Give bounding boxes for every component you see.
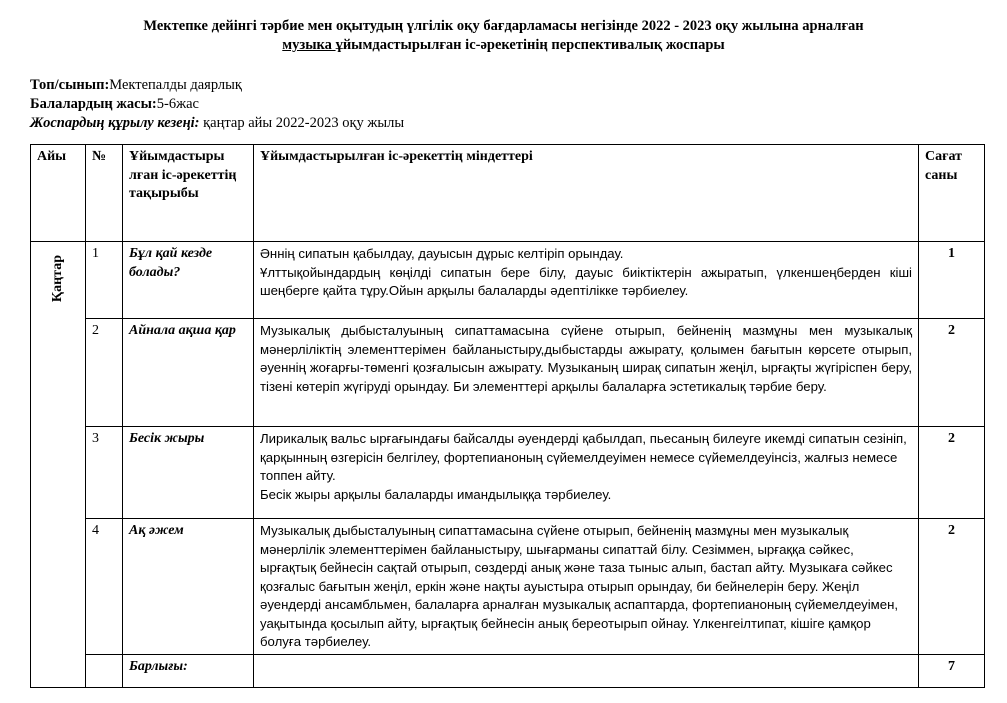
row-tasks [254, 427, 919, 519]
meta-group-label: Топ/сынып: [30, 77, 110, 93]
header-tasks: Ұйымдастырылған іс-әрекеттің міндеттері [254, 145, 919, 242]
meta-period-label: Жоспардың құрылу кезеңі: [30, 115, 200, 131]
meta-age [30, 95, 199, 114]
row-hours: 2 [919, 319, 985, 427]
header-hours: Сағат саны [919, 145, 985, 242]
meta-age-value: 5-6жас [156, 96, 199, 112]
row-topic: Ақ әжем [123, 519, 254, 655]
table-header-row [31, 145, 985, 242]
row-topic: Айнала ақша қар [123, 319, 254, 427]
header-number: № [86, 145, 123, 242]
row-topic: Бесік жыры [123, 427, 254, 519]
header-topic: Ұйымдастыры лған іс-әрекеттің тақырыбы [123, 145, 254, 242]
total-number-empty [86, 654, 123, 687]
task-paragraph: Музыкалық дыбысталуының сипаттамасына сүйене отырып, бейненің мазмұны мен музыкалық мәнерлілік элементтерімен байланыстыру, шығарманы сипаттай білу. Сезіммен, ырғаққа сәйкес, ырғақтық бейнесін сақтай отырып, сөздерді анық және таза тыныс алып, бастап айту. Музыкаға сәйкес қозғалыс бағытын жеңіл, еркін және нақты ауыстыра отырып орындау, би бейнелерін беру. Жеңіл әуендерді ансамбльмен, балаларға арналған музыкалық аспаптарда, фортепианоның сүйемелдеуімен, уақытында қосылып айту, ырғақтық бейнесін анық береотырып ойнау. Үлкенгеілтипат, кішіге қамқор болуға тәрбиелеу. [260, 523, 899, 649]
meta-group-value: Мектепалды даярлық [109, 77, 242, 93]
total-row [31, 654, 985, 687]
task-paragraph: Бесік жыры арқылы балаларды имандылыққа тәрбиелеу. [260, 486, 612, 502]
total-label: Барлығы: [123, 654, 254, 687]
meta-period-value: қаңтар айы 2022-2023 оқу жылы [199, 115, 405, 131]
total-tasks-empty [254, 654, 919, 687]
header-month: Айы [31, 145, 86, 242]
meta-age-label: Балалардың жасы: [30, 96, 157, 112]
total-hours: 7 [919, 654, 985, 687]
row-tasks [254, 319, 919, 427]
meta-group [30, 76, 242, 95]
row-hours: 1 [919, 242, 985, 319]
meta-period [30, 114, 404, 133]
row-tasks [254, 519, 919, 655]
document-title-line1: Мектепке дейінгі тәрбие мен оқытудың үлгілік оқу бағдарламасы негізінде 2022 - 2023 оқу жылына арналған [143, 18, 864, 34]
document-title-line2 [0, 36, 1007, 55]
row-number: 1 [86, 242, 123, 319]
table-row [31, 519, 985, 655]
month-cell [31, 242, 86, 688]
task-paragraph: Әннің сипатын қабылдау, дауысын дұрыс келтіріп орындау. [260, 246, 624, 261]
row-number: 2 [86, 319, 123, 427]
table-row [31, 427, 985, 519]
row-hours: 2 [919, 519, 985, 655]
row-topic: Бұл қай кезде болады? [123, 242, 254, 319]
row-hours: 2 [919, 427, 985, 519]
plan-table [30, 144, 985, 688]
task-paragraph: Лирикалық вальс ырғағындағы байсалды әуендерді қабылдап, пьесаның билеуге икемді сипатын сезініп, қарқынның өзгерісін белгілеу, фортепианоның сүйемелдеуімен немесе сүйемелдеуінсіз, жалғыз немесе топпен айту. [260, 431, 907, 483]
row-tasks [254, 242, 919, 319]
table-row [31, 319, 985, 427]
title-rest: ұйымдастырылған іс-әрекетінің перспективалық жоспары [335, 37, 725, 53]
row-number: 4 [86, 519, 123, 655]
task-paragraph: Ұлттықойындардың көңілді сипатын бере білу, дауыс биіктіктерін ажыратып, үлкеншеңберден кіші шеңберге қайта тұру.Ойын арқылы балаларды әдептілікке тәрбиелеу. [260, 264, 912, 298]
table-row [31, 242, 985, 319]
row-number: 3 [86, 427, 123, 519]
month-label: Қаңтар [49, 255, 65, 303]
title-subject: музыка [282, 37, 336, 53]
task-paragraph: Музыкалық дыбысталуының сипаттамасына сүйене отырып, бейненің мазмұны мен музыкалық мәнерліліктің элементтерімен байланыстыру,дыбыстарды ажырату, қолымен бағытын көрсете отырып, әуеннің жоғарғы-төменгі қозғалысын ажырату. Музыканың ширақ сипатын жеңіл, ырғақты жүгіріспен беру, тізені көтеріп жүгіруді орындау. Би элементтері арқылы балаларға эстетикалық тәрбие беру. [260, 323, 912, 394]
